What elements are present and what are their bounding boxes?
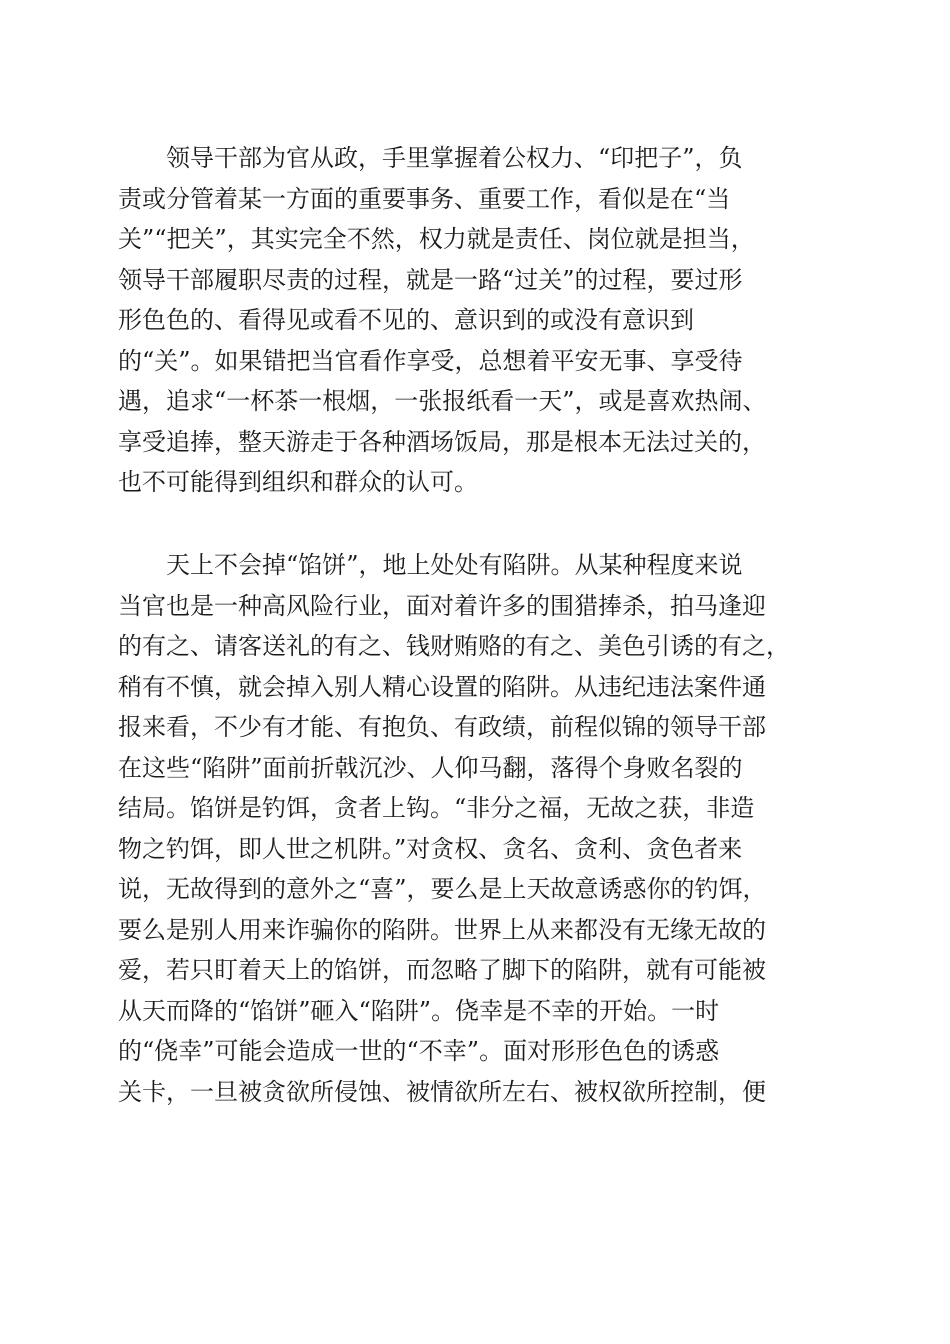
text-line: 说，无故得到的意外之“喜”，要么是上天故意诱惑你的钓饵， (118, 875, 767, 903)
text-line: 结局。馅饼是钓饵，贪者上钩。“非分之福，无故之获，非造 (118, 794, 755, 822)
text-line: 当官也是一种高风险行业，面对着许多的围猎捧杀，拍马逢迎 (118, 591, 766, 620)
text-line: 形色色的、看得见或看不见的、意识到的或没有意识到 (118, 306, 694, 334)
text-line: 遇，追求“一杯茶一根烟，一张报纸看一天”，或是喜欢热闹、 (118, 387, 767, 415)
text-line: 的“侥幸”可能会造成一世的“不幸”。面对形形色色的诱惑 (118, 1037, 720, 1065)
text-line: 稍有不慎，就会掉入别人精心设置的陷阱。从违纪违法案件通 (118, 672, 766, 701)
paragraph-2 (118, 545, 834, 1112)
text-line: 领导干部为官从政，手里掌握着公权力、“印把子”，负 (166, 144, 743, 172)
text-line: 在这些“陷阱”面前折戟沉沙、人仰马翻，落得个身败名裂的 (118, 753, 743, 782)
text-line: 的有之、请客送礼的有之、钱财贿赂的有之、美色引诱的有之， (118, 632, 790, 660)
text-line: 报来看，不少有才能、有抱负、有政绩，前程似锦的领导干部 (118, 713, 766, 741)
text-line: 关”“把关”，其实完全不然，权力就是责任、岗位就是担当， (118, 225, 755, 253)
text-line: 领导干部履职尽责的过程，就是一路“过关”的过程，要过形 (118, 265, 743, 294)
text-line: 从天而降的“馅饼”砸入“陷阱”。侥幸是不幸的开始。一时 (118, 996, 720, 1025)
text-line: 爱，若只盯着天上的馅饼，而忽略了脚下的陷阱，就有可能被 (118, 956, 766, 984)
text-line: 责或分管着某一方面的重要事务、重要工作，看似是在“当 (118, 184, 731, 213)
text-line: 享受追捧，整天游走于各种酒场饭局，那是根本无法过关的， (118, 427, 766, 456)
text-line: 的“关”。如果错把当官看作享受，总想着平安无事、享受待 (118, 346, 743, 375)
text-line: 要么是别人用来诈骗你的陷阱。世界上从来都没有无缘无故的 (118, 915, 766, 944)
paragraph-1 (118, 138, 834, 503)
text-line: 物之钓饵，即人世之机阱。”对贪权、贪名、贪利、贪色者来 (118, 834, 743, 863)
text-line: 也不可能得到组织和群众的认可。 (118, 468, 478, 496)
text-line: 天上不会掉“馅饼”，地上处处有陷阱。从某种程度来说 (166, 551, 743, 579)
text-line: 关卡，一旦被贪欲所侵蚀、被情欲所左右、被权欲所控制，便 (118, 1077, 766, 1106)
